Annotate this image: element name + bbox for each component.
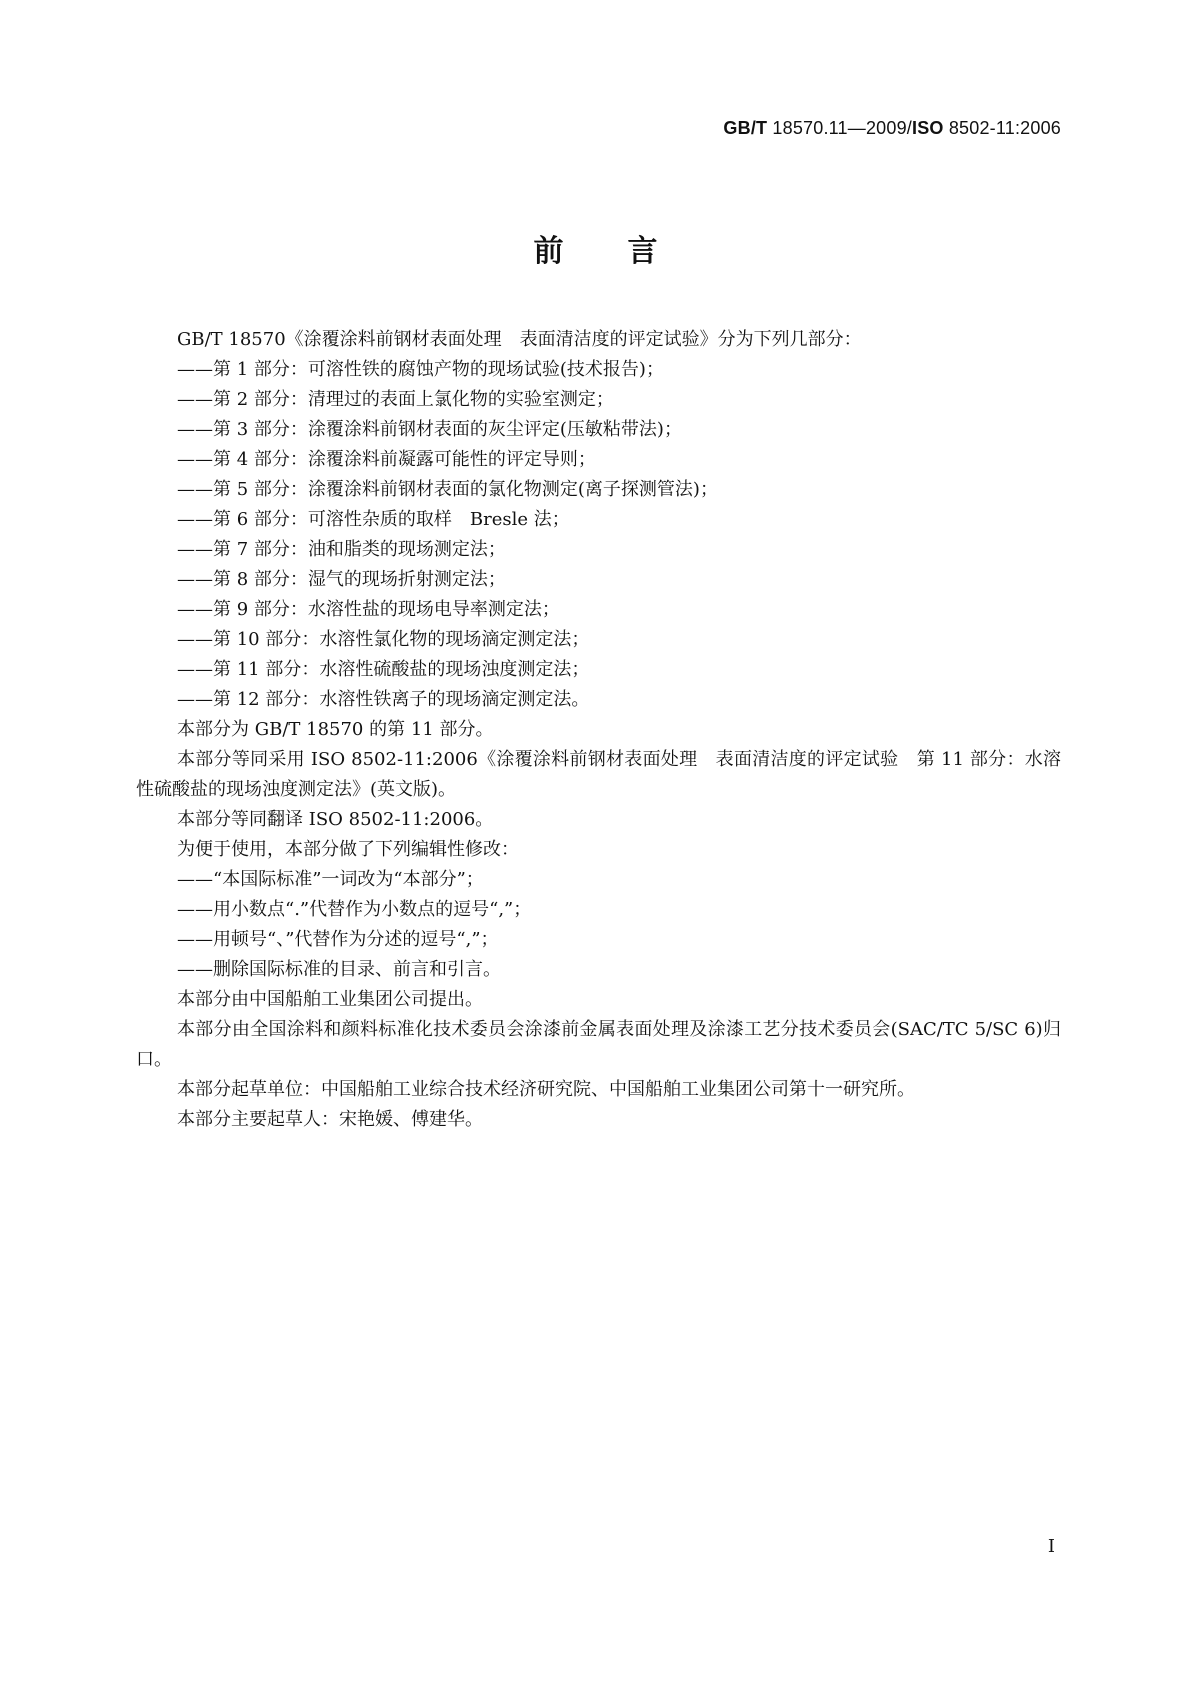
paragraph-part-statement: 本部分为 GB/T 18570 的第 11 部分。 [177, 719, 494, 740]
foreword-body [136, 325, 1061, 1135]
list-item-part-12: ——第 12 部分：水溶性铁离子的现场滴定测定法。 [177, 689, 590, 710]
list-item-part-8: ——第 8 部分：湿气的现场折射测定法； [177, 569, 506, 590]
page-number: I [1047, 1536, 1055, 1557]
list-item-edit-4: ——删除国际标准的目录、前言和引言。 [177, 959, 501, 980]
iso-prefix: ISO [912, 118, 944, 138]
list-item-part-4: ——第 4 部分：涂覆涂料前凝露可能性的评定导则； [177, 449, 596, 470]
paragraph-proposer: 本部分由中国船舶工业集团公司提出。 [177, 989, 483, 1010]
paragraph-drafters: 本部分主要起草人：宋艳媛、傅建华。 [177, 1109, 483, 1130]
paragraph-translation: 本部分等同翻译 ISO 8502-11:2006。 [177, 809, 494, 830]
std-number: 18570.11—2009/ [767, 118, 913, 138]
list-item-part-7: ——第 7 部分：油和脂类的现场测定法； [177, 539, 506, 560]
standard-number-header [723, 118, 1061, 139]
page-title: 前言 [533, 234, 722, 269]
list-item-part-9: ——第 9 部分：水溶性盐的现场电导率测定法； [177, 599, 560, 620]
list-item-part-1: ——第 1 部分：可溶性铁的腐蚀产物的现场试验(技术报告)； [177, 359, 664, 380]
list-item-edit-1: ——“本国际标准”一词改为“本部分”； [177, 869, 484, 890]
paragraph-edits-intro: 为便于使用，本部分做了下列编辑性修改： [177, 839, 519, 860]
std-prefix: GB/T [723, 118, 768, 138]
list-item-edit-2: ——用小数点“.”代替作为小数点的逗号“,”； [177, 899, 532, 920]
list-item-part-10: ——第 10 部分：水溶性氯化物的现场滴定测定法； [177, 629, 590, 650]
paragraph-intro: GB/T 18570《涂覆涂料前钢材表面处理 表面清洁度的评定试验》分为下列几部分： [177, 329, 862, 350]
paragraph-committee: 本部分由全国涂料和颜料标准化技术委员会涂漆前金属表面处理及涂漆工艺分技术委员会(SAC/TC 5/SC 6)归口。 [136, 1019, 1061, 1070]
list-item-part-3: ——第 3 部分：涂覆涂料前钢材表面的灰尘评定(压敏粘带法)； [177, 419, 682, 440]
iso-number: 8502-11:2006 [943, 118, 1061, 138]
list-item-part-2: ——第 2 部分：清理过的表面上氯化物的实验室测定； [177, 389, 614, 410]
list-item-part-11: ——第 11 部分：水溶性硫酸盐的现场浊度测定法； [177, 659, 590, 680]
list-item-part-6: ——第 6 部分：可溶性杂质的取样 Bresle 法； [177, 509, 570, 530]
paragraph-adoption: 本部分等同采用 ISO 8502-11:2006《涂覆涂料前钢材表面处理 表面清洁度的评定试验 第 11 部分：水溶性硫酸盐的现场浊度测定法》(英文版)。 [136, 749, 1061, 800]
paragraph-drafting-units: 本部分起草单位：中国船舶工业综合技术经济研究院、中国船舶工业集团公司第十一研究所。 [177, 1079, 915, 1100]
list-item-edit-3: ——用顿号“、”代替作为分述的逗号“,”； [177, 929, 499, 950]
list-item-part-5: ——第 5 部分：涂覆涂料前钢材表面的氯化物测定(离子探测管法)； [177, 479, 718, 500]
